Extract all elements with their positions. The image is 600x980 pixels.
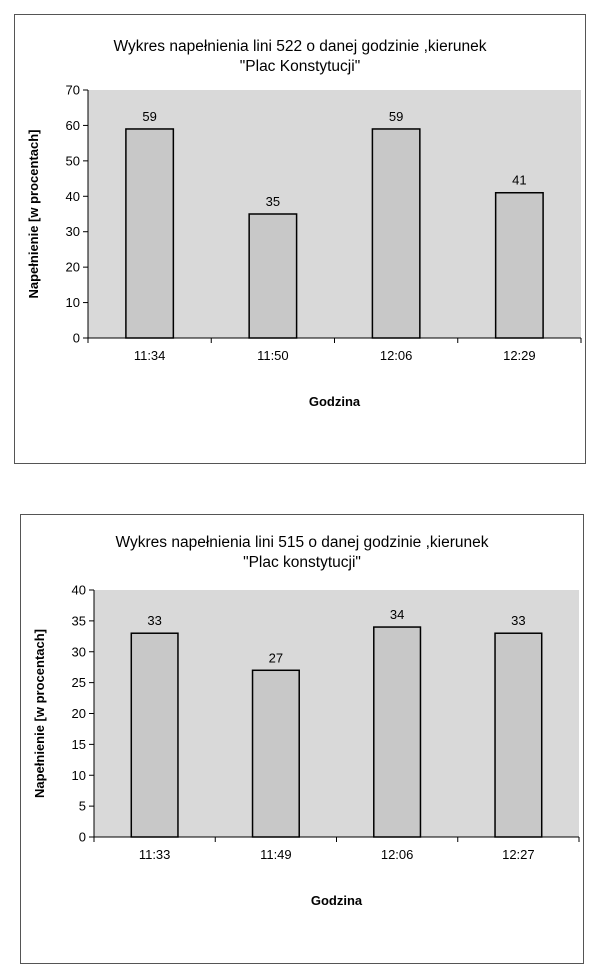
y-tick-label: 20	[65, 259, 80, 275]
data-label: 33	[147, 613, 162, 629]
x-tick-label: 11:34	[133, 348, 166, 363]
y-tick-label: 10	[65, 295, 80, 311]
bar	[249, 214, 296, 338]
chart-title-line: Wykres napełnienia lini 522 o danej godzinie ,kierunek	[113, 38, 487, 55]
x-tick-label: 11:50	[257, 348, 289, 363]
y-tick-label: 10	[71, 767, 86, 783]
y-tick-label: 30	[65, 224, 80, 240]
bar	[372, 129, 419, 338]
bar	[131, 633, 178, 837]
data-label: 59	[388, 108, 404, 124]
data-label: 34	[389, 607, 405, 623]
chart-panel-515	[20, 514, 584, 964]
y-tick-label: 40	[65, 188, 80, 204]
y-axis-title: Napełnienie [w procentach]	[26, 129, 41, 299]
x-tick-label: 12:06	[379, 348, 413, 363]
data-label: 27	[268, 650, 284, 666]
bar-chart-515	[21, 515, 583, 963]
chart-title-line: Wykres napełnienia lini 515 o danej godzinie ,kierunek	[115, 534, 489, 551]
bar	[253, 670, 300, 837]
y-tick-label: 25	[71, 675, 86, 691]
data-label: 35	[265, 194, 281, 209]
x-axis-title: Godzina	[308, 394, 361, 409]
x-tick-label: 12:06	[380, 847, 414, 862]
chart-subtitle: "Plac Konstytucji"	[239, 58, 361, 75]
y-tick-label: 30	[71, 644, 86, 660]
x-axis-title: Godzina	[310, 893, 363, 908]
x-tick-label: 12:27	[502, 847, 535, 862]
x-tick-label: 11:49	[260, 847, 292, 862]
bar	[374, 627, 421, 837]
y-tick-label: 15	[71, 736, 86, 752]
y-tick-label: 0	[72, 330, 80, 346]
y-tick-label: 5	[78, 798, 86, 814]
y-tick-label: 0	[78, 829, 86, 845]
y-tick-label: 60	[65, 117, 80, 133]
y-tick-label: 40	[71, 582, 86, 598]
y-tick-label: 35	[71, 613, 86, 629]
data-label: 33	[511, 613, 526, 629]
chart-subtitle: "Plac konstytucji"	[243, 554, 361, 571]
bar-chart-522	[15, 15, 585, 463]
data-label: 59	[142, 108, 157, 124]
y-tick-label: 70	[65, 82, 80, 98]
y-tick-label: 20	[71, 706, 86, 721]
data-label: 41	[512, 172, 527, 188]
bar	[126, 129, 173, 338]
chart-panel-522	[14, 14, 586, 464]
y-axis-title: Napełnienie [w procentach]	[32, 628, 47, 799]
x-tick-label: 12:29	[503, 348, 536, 363]
bar	[495, 633, 542, 837]
bar	[496, 193, 543, 338]
x-tick-label: 11:33	[138, 847, 171, 862]
y-tick-label: 50	[65, 153, 80, 169]
